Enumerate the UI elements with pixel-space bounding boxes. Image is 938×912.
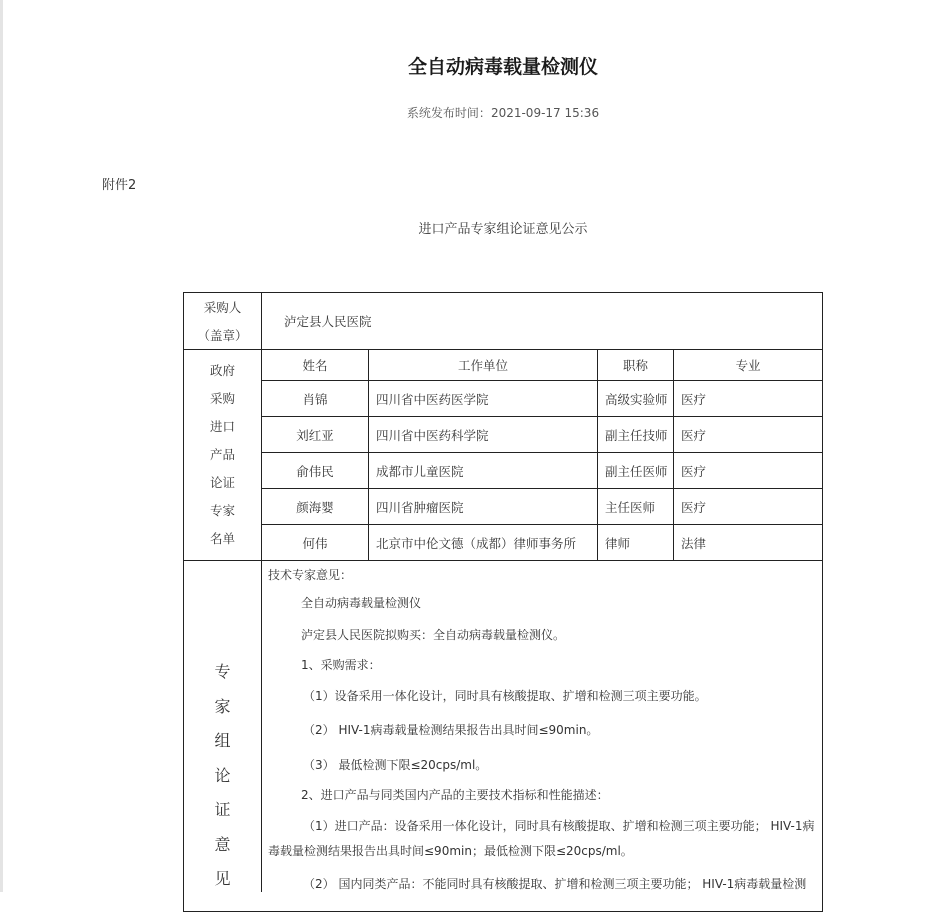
expert-major: 法律 — [681, 535, 707, 551]
attachment-label: 附件2 — [102, 178, 137, 193]
expert-list-label — [184, 357, 261, 553]
opinion-label — [184, 655, 261, 897]
requirement-item: （3） 最低检测下限≤20cps/ml。 — [303, 758, 488, 772]
header-major: 专业 — [735, 358, 761, 373]
expert-label-char: 论证 — [209, 475, 235, 490]
expert-major: 医疗 — [681, 463, 707, 479]
opinion-intent: 泸定县人民医院拟购买：全自动病毒载量检测仪。 — [301, 628, 566, 642]
expert-unit: 四川省中医药科学院 — [376, 427, 489, 443]
expert-unit: 成都市儿童医院 — [376, 463, 464, 479]
publish-label: 系统发布时间： — [406, 106, 491, 120]
requirement-item: （1）设备采用一体化设计，同时具有核酸提取、扩增和检测三项主要功能。 — [303, 689, 707, 703]
expert-label-char: 采购 — [209, 391, 235, 406]
expert-major: 医疗 — [681, 427, 707, 443]
purchaser-label — [184, 294, 261, 350]
header-title: 职称 — [622, 358, 648, 373]
imported-product-desc: （1）进口产品：设备采用一体化设计，同时具有核酸提取、扩增和检测三项主要功能； HIV-1病 — [303, 819, 815, 833]
opinion-label-char: 组 — [214, 731, 231, 750]
document-subtitle: 进口产品专家组论证意见公示 — [418, 222, 588, 237]
opinion-label-char: 证 — [214, 800, 231, 819]
expert-unit: 北京市中伦文德（成都）律师事务所 — [376, 535, 577, 551]
header-unit: 工作单位 — [457, 358, 508, 373]
publish-meta — [0, 104, 938, 121]
expert-title: 副主任技师 — [605, 427, 668, 443]
expert-name: 颜海婴 — [296, 499, 334, 515]
page-title: 全自动病毒载量检测仪 — [407, 56, 598, 78]
opinion-label-char: 论 — [214, 765, 231, 785]
expert-unit: 四川省中医药医学院 — [376, 391, 489, 407]
publish-time: 2021-09-17 15:36 — [490, 106, 600, 120]
expert-label-char: 专家 — [209, 503, 235, 518]
opinion-label-char: 意 — [214, 834, 231, 854]
page-left-border — [0, 0, 3, 892]
requirement-item: （2） HIV-1病毒载量检测结果报告出具时间≤90min。 — [303, 723, 599, 737]
purchaser-value: 泸定县人民医院 — [284, 314, 372, 329]
expert-title: 律师 — [605, 535, 631, 551]
comparison-title: 2、进口产品与同类国内产品的主要技术指标和性能描述： — [301, 788, 609, 802]
expert-title: 主任医师 — [605, 499, 656, 515]
expert-name: 俞伟民 — [296, 463, 334, 479]
expert-name: 何伟 — [302, 535, 328, 551]
expert-label-char: 进口 — [209, 419, 235, 434]
expert-label-char: 政府 — [209, 363, 235, 378]
expert-title: 副主任医师 — [605, 463, 668, 479]
imported-product-desc: 毒载量检测结果报告出具时间≤90min；最低检测下限≤20cps/ml。 — [268, 844, 633, 858]
expert-major: 医疗 — [681, 391, 707, 407]
expert-name: 刘红亚 — [296, 427, 334, 443]
expert-major: 医疗 — [681, 499, 707, 515]
opinion-label-char: 家 — [214, 696, 231, 716]
expert-label-char: 名单 — [209, 531, 235, 546]
purchaser-label-line: 采购人 — [203, 300, 242, 315]
opinion-label-char: 见 — [214, 869, 231, 888]
opinion-heading: 技术专家意见： — [268, 568, 353, 582]
opinion-product: 全自动病毒载量检测仪 — [301, 596, 422, 610]
purchaser-label-line: （盖章） — [197, 328, 248, 343]
header-name: 姓名 — [302, 358, 328, 373]
requirements-title: 1、采购需求： — [301, 658, 381, 672]
opinion-label-char: 专 — [214, 662, 231, 681]
expert-name: 肖锦 — [302, 391, 328, 407]
expert-label-char: 产品 — [209, 447, 235, 462]
domestic-product-desc: （2） 国内同类产品：不能同时具有核酸提取、扩增和检测三项主要功能； HIV-1病毒载量检测 — [303, 877, 807, 891]
expert-unit: 四川省肿瘤医院 — [376, 499, 464, 515]
expert-title: 高级实验师 — [605, 391, 668, 407]
grid-line — [183, 560, 823, 561]
